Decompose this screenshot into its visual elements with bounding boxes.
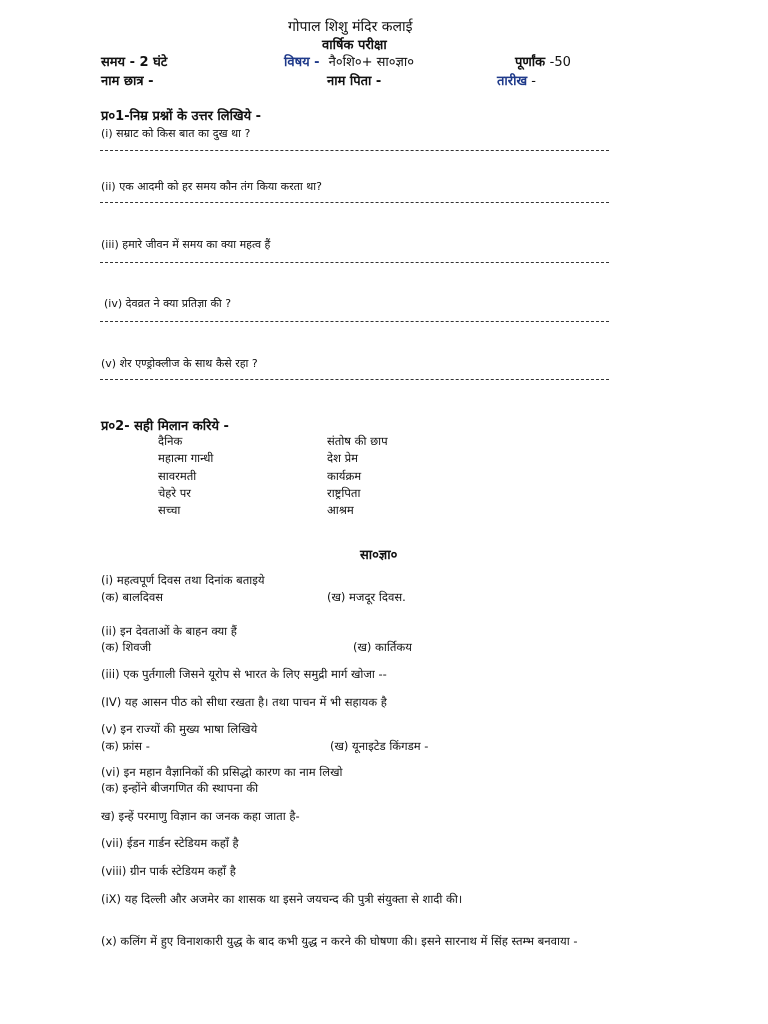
question-3: (iii) हमारे जीवन में समय का क्या महत्व हैं — [101, 238, 271, 251]
answer-line-4 — [100, 321, 609, 322]
marks-value: -50 — [549, 55, 571, 70]
subject-field — [284, 52, 414, 70]
date-label: तारीख — [497, 74, 528, 89]
match-left-2: महात्मा गान्धी — [158, 451, 214, 465]
gk-question-6: (vi) इन महान वैज्ञानिकों की प्रसिद्धो कारण का नाम लिखो — [101, 765, 343, 779]
gk-q5-option-b: (ख) यूनाइटेड किंगडम - — [330, 739, 429, 753]
match-right-4: राष्ट्रपिता — [327, 486, 361, 500]
match-left-1: दैनिक — [158, 434, 183, 448]
marks-field — [515, 52, 571, 70]
gk-question-10: (x) कलिंग में हुए विनाशकारी युद्ध के बाद कभी युद्ध न करने की घोषणा की। इसने सारनाथ में सिंह स्तम्भ बनवाया - — [101, 934, 578, 948]
match-left-3: सावरमती — [158, 469, 197, 483]
answer-line-1 — [100, 150, 609, 151]
match-right-5: आश्रम — [327, 503, 354, 517]
gk-question-4: (IV) यह आसन पीठ को सीधा रखता है। तथा पाचन में भी सहायक है — [101, 695, 387, 709]
match-right-1: संतोष की छाप — [327, 434, 388, 448]
answer-line-2 — [100, 202, 609, 203]
match-left-5: सच्चा — [158, 503, 181, 517]
exam-title: वार्षिक परीक्षा — [322, 38, 387, 53]
match-right-3: कार्यक्रम — [327, 469, 362, 483]
gk-heading: सा०ज्ञा० — [360, 548, 398, 563]
answer-line-3 — [100, 262, 609, 263]
date-field — [497, 71, 536, 89]
gk-question-5: (v) इन राज्यों की मुख्य भाषा लिखिये — [101, 722, 258, 736]
question-1: (i) सम्राट को किस बात का दुख था ? — [101, 127, 251, 140]
answer-line-5 — [100, 379, 609, 380]
question-4: (iv) देवव्रत ने क्या प्रतिज्ञा की ? — [104, 297, 232, 310]
section2-heading: प्र०2- सही मिलान करिये - — [101, 419, 229, 434]
gk-q6-option-b: ख) इन्हें परमाणु विज्ञान का जनक कहा जाता है- — [101, 809, 300, 823]
date-dash: - — [527, 74, 536, 89]
gk-q2-option-a: (क) शिवजी — [101, 640, 152, 654]
time-label: समय - 2 घंटे — [101, 55, 168, 70]
question-5: (v) शेर एण्ड्रोक्लीज के साथ कैसे रहा ? — [101, 357, 258, 370]
student-name-label: नाम छात्र - — [101, 74, 154, 89]
section1-heading: प्र०1-निम्र प्रश्नों के उत्तर लिखिये - — [101, 109, 262, 124]
school-name: गोपाल शिशु मंदिर कलाई — [288, 19, 413, 35]
marks-label: पूर्णांक — [515, 55, 546, 70]
gk-q1-option-a: (क) बालदिवस — [101, 590, 164, 604]
gk-q5-option-a: (क) फ्रांस - — [101, 739, 150, 753]
gk-question-8: (viii) ग्रीन पार्क स्टेडियम कहाँ है — [101, 864, 236, 878]
match-right-2: देश प्रेम — [327, 451, 359, 465]
subject-label: विषय - — [284, 55, 320, 70]
question-2: (ii) एक आदमी को हर समय कौन तंग किया करता था? — [101, 180, 322, 193]
father-name-label: नाम पिता - — [327, 74, 382, 89]
match-left-4: चेहरे पर — [158, 486, 192, 500]
gk-question-9: (iX) यह दिल्ली और अजमेर का शासक था इसने जयचन्द की पुत्री संयुक्ता से शादी की। — [101, 892, 463, 906]
gk-q6-option-a: (क) इन्होंने बीजगणित की स्थापना की — [101, 781, 259, 795]
gk-question-1: (i) महत्वपूर्ण दिवस तथा दिनांक बताइये — [101, 573, 265, 587]
subject-value: नै०शि०+ सा०ज्ञा० — [328, 55, 414, 70]
gk-question-2: (ii) इन देवताओं के बाहन क्या हैं — [101, 624, 237, 638]
gk-question-7: (vii) ईडन गार्डन स्टेडियम कहाँ है — [101, 836, 239, 850]
gk-question-3: (iii) एक पुर्तगाली जिसने यूरोप से भारत के लिए समुद्री मार्ग खोजा -- — [101, 667, 387, 681]
gk-q2-option-b: (ख) कार्तिकय — [353, 640, 412, 654]
gk-q1-option-b: (ख) मजदूर दिवस. — [327, 590, 406, 604]
